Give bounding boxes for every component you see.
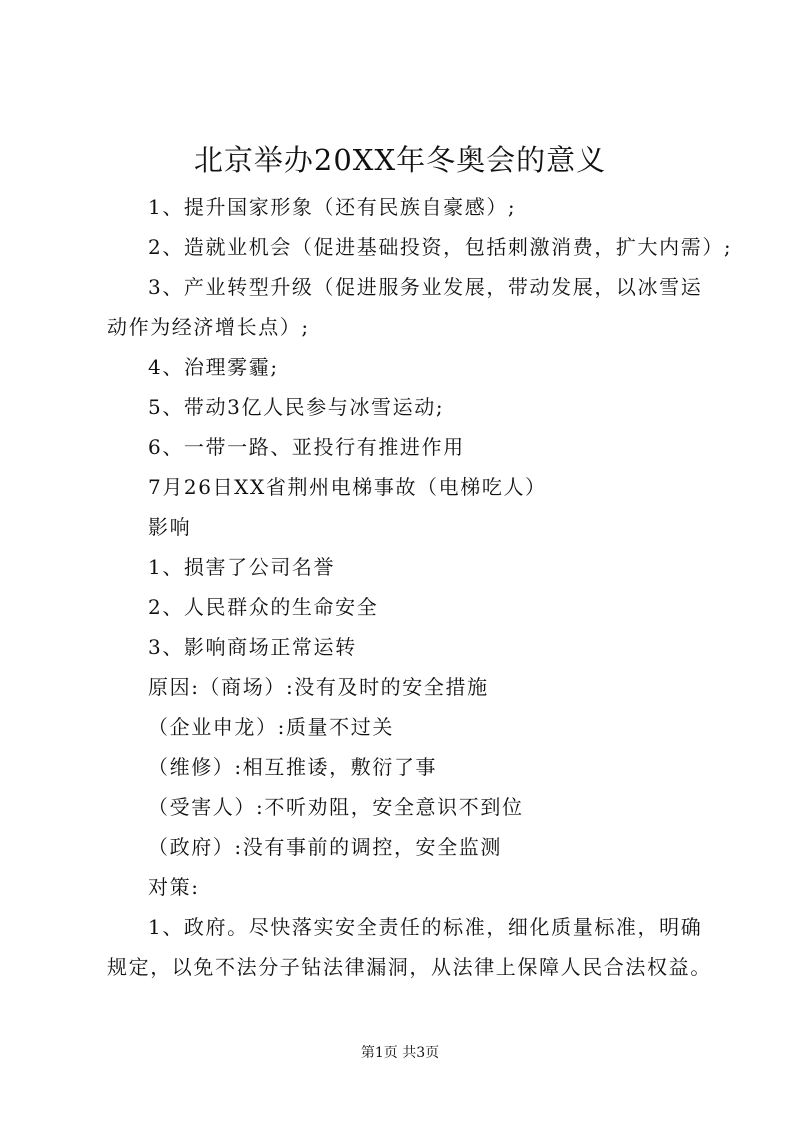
text-line: （政府）:没有事前的调控，安全监测	[148, 835, 502, 859]
text-line: 5、带动3亿人民参与冰雪运动;	[148, 395, 445, 419]
text-line: 2、人民群众的生命安全	[148, 595, 379, 619]
text-line: 7月26日XX省荆州电梯事故（电梯吃人）	[148, 475, 547, 499]
text-line: （受害人）:不听劝阻，安全意识不到位	[148, 795, 524, 819]
text-line: 对策:	[148, 875, 200, 899]
text-line: （企业申龙）:质量不过关	[148, 715, 394, 739]
page-footer: 第1页 共3页	[360, 1045, 440, 1061]
text-line: 1、提升国家形象（还有民族自豪感）;	[148, 195, 517, 219]
text-line: 3、影响商场正常运转	[148, 635, 357, 659]
text-line: 规定，以免不法分子钻法律漏洞，从法律上保障人民合法权益。	[107, 955, 712, 979]
text-line: 1、政府。尽快落实安全责任的标准，细化质量标准，明确	[148, 915, 703, 939]
text-line: （维修）:相互推诿，敷衍了事	[148, 755, 438, 779]
text-line: 动作为经济增长点）;	[107, 315, 310, 339]
text-line: 3、产业转型升级（促进服务业发展，带动发展，以冰雪运	[148, 275, 703, 299]
document-title: 北京举办20XX年冬奥会的意义	[193, 143, 607, 177]
text-line: 1、损害了公司名誉	[148, 555, 336, 579]
text-line: 2、造就业机会（促进基础投资，包括刺激消费，扩大内需）;	[148, 235, 733, 259]
text-line: 4、治理雾霾;	[148, 355, 279, 379]
text-line: 原因:（商场）:没有及时的安全措施	[148, 675, 489, 699]
text-line: 影响	[148, 515, 192, 539]
text-line: 6、一带一路、亚投行有推进作用	[148, 435, 465, 459]
